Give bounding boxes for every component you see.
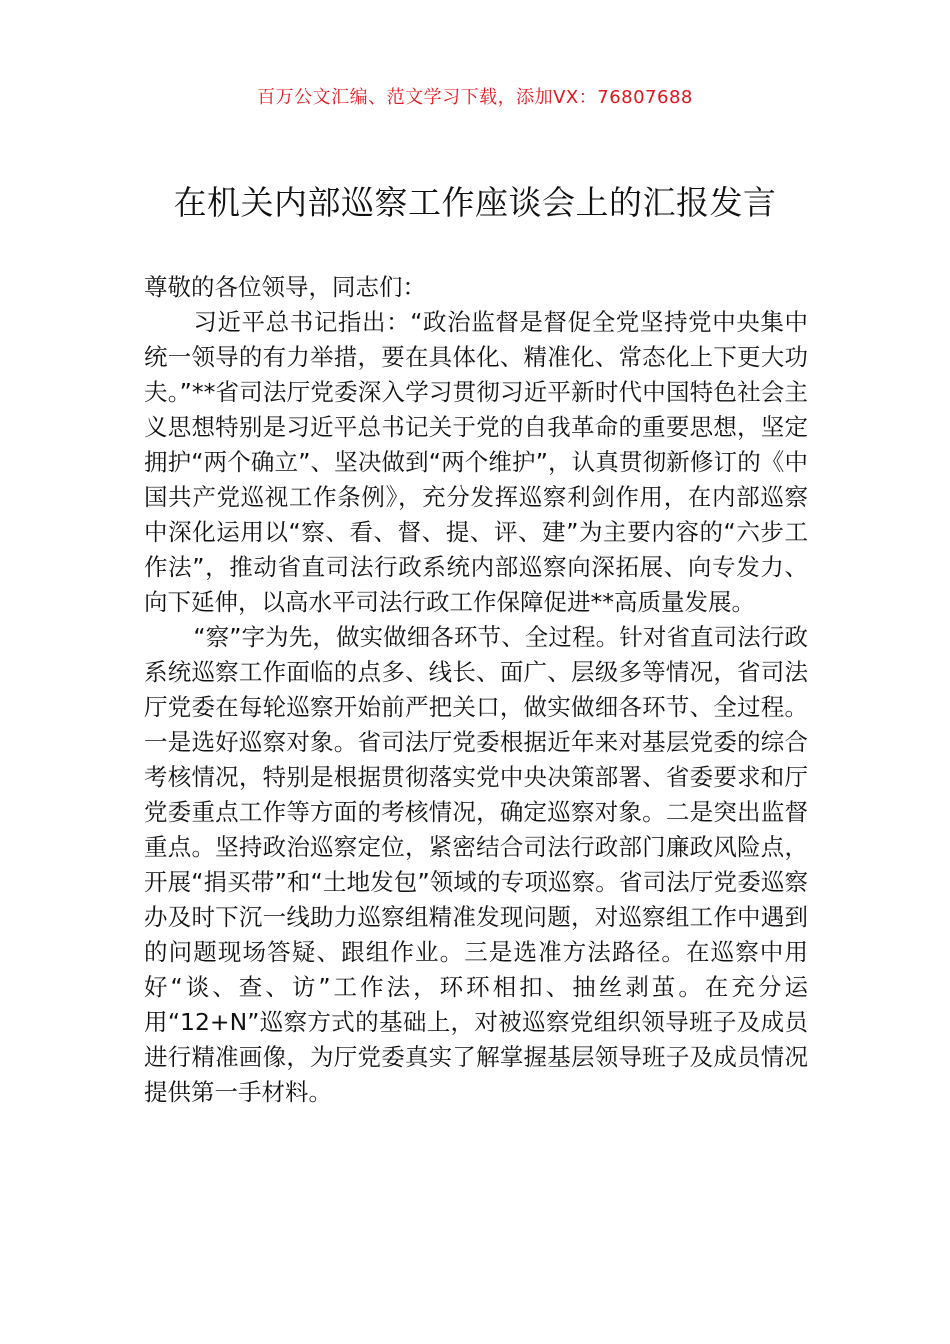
- paragraph-intro: 习近平总书记指出：“政治监督是督促全党坚持党中央集中统一领导的有力举措，要在具体化、精准化、常态化上下更大功夫。”**省司法厅党委深入学习贯彻习近平新时代中国特色社会主义思想特别是习近平总书记关于党的自我革命的重要思想，坚定拥护“两个确立”、坚决做到“两个维护”，认真贯彻新修订的《中国共产党巡视工作条例》，充分发挥巡察利剑作用，在内部巡察中深化运用以“察、看、督、提、评、建”为主要内容的“六步工作法”，推动省直司法行政系统内部巡察向深拓展、向专发力、向下延伸，以高水平司法行政工作保障促进**高质量发展。: [144, 308, 808, 616]
- document-title: 在机关内部巡察工作座谈会上的汇报发言: [173, 183, 777, 222]
- watermark-text: 百万公文汇编、范文学习下载，添加VX：76807688: [257, 87, 693, 108]
- document-body: [144, 270, 808, 1110]
- paragraph-cha: “察”字为先，做实做细各环节、全过程。针对省直司法行政系统巡察工作面临的点多、线长、面广、层级多等情况，省司法厅党委在每轮巡察开始前严把关口，做实做细各环节、全过程。一是选好巡察对象。省司法厅党委根据近年来对基层党委的综合考核情况，特别是根据贯彻落实党中央决策部署、省委要求和厅党委重点工作等方面的考核情况，确定巡察对象。二是突出监督重点。坚持政治巡察定位，紧密结合司法行政部门廉政风险点，开展“捐买带”和“土地发包”领域的专项巡察。省司法厅党委巡察办及时下沉一线助力巡察组精准发现问题，对巡察组工作中遇到的问题现场答疑、跟组作业。三是选准方法路径。在巡察中用好“谈、查、访”工作法，环环相扣、抽丝剥茧。在充分运用“12+N”巡察方式的基础上，对被巡察党组织领导班子及成员进行精准画像，为厅党委真实了解掌握基层领导班子及成员情况提供第一手材料。: [144, 623, 808, 1106]
- salutation: 尊敬的各位领导，同志们：: [144, 273, 426, 301]
